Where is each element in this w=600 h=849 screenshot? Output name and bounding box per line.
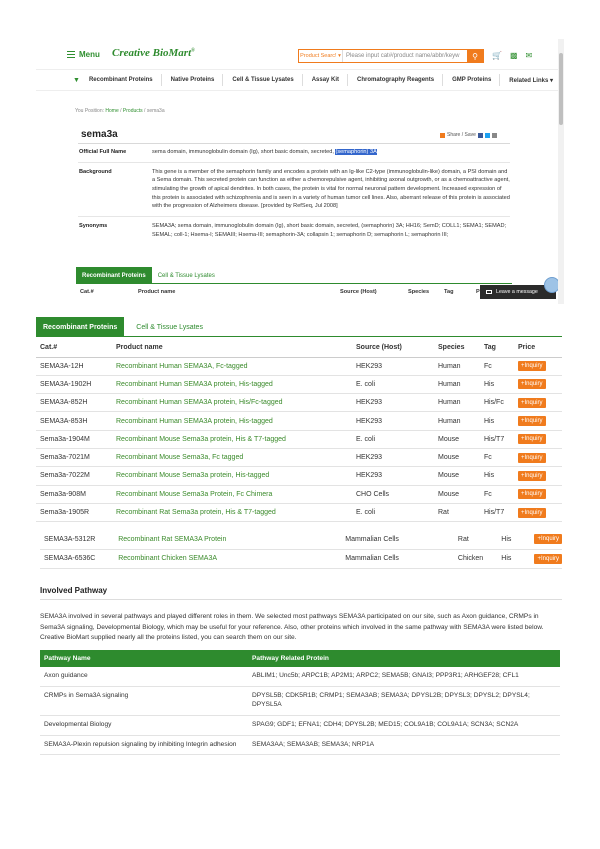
- table-row: [36, 375, 562, 393]
- mini-table-header: [76, 285, 512, 299]
- table-row: [36, 503, 562, 521]
- table-row: [36, 394, 562, 412]
- tab-cell-tissue-lysates[interactable]: Cell & Tissue Lysates: [136, 323, 203, 331]
- inquiry-button[interactable]: +Inquiry: [518, 379, 546, 389]
- gene-info-table: [78, 143, 510, 244]
- scrollbar-thumb[interactable]: [559, 53, 563, 125]
- search-button[interactable]: [467, 50, 483, 62]
- product-name-link[interactable]: Recombinant Human SEMA3A protein, His/Fc-tagged: [112, 394, 352, 412]
- price-cell: [514, 357, 562, 375]
- breadcrumb-sep: /: [144, 108, 146, 114]
- breadcrumb-products[interactable]: Products: [122, 108, 143, 114]
- col-pathway-name: Pathway Name: [40, 650, 248, 667]
- inquiry-button[interactable]: +Inquiry: [518, 361, 546, 371]
- tag: His/Fc: [480, 394, 514, 412]
- inquiry-button[interactable]: +Inquiry: [518, 416, 546, 426]
- main-nav: [36, 69, 558, 91]
- table-row: [36, 485, 562, 503]
- pathway-name: SEMA3A-Plexin repulsion signaling by inhibiting Integrin adhesion: [40, 735, 248, 755]
- pathway-row: [40, 715, 560, 735]
- product-name-link[interactable]: Recombinant Chicken SEMA3A: [114, 549, 341, 568]
- species: Human: [434, 357, 480, 375]
- source-host: Mammalian Cells: [341, 549, 454, 568]
- price-cell: [514, 467, 562, 485]
- twitter-icon[interactable]: [485, 133, 490, 138]
- source-host: E. coli: [352, 503, 434, 521]
- site-logo[interactable]: [112, 47, 195, 59]
- price-cell: [530, 530, 562, 549]
- inquiry-button[interactable]: +Inquiry: [518, 453, 546, 463]
- species: Rat: [454, 530, 497, 549]
- table-row: [36, 357, 562, 375]
- cat-number: SEMA3A-6536C: [40, 549, 114, 568]
- price-cell: [514, 430, 562, 448]
- species: Mouse: [434, 467, 480, 485]
- col-product-name: Product name: [112, 338, 352, 357]
- breadcrumb-prefix: You Position:: [75, 108, 105, 114]
- breadcrumb-current: sema3a: [146, 108, 165, 114]
- nav-divider: [302, 74, 303, 86]
- price-cell: [530, 549, 562, 568]
- col-source: Source (Host): [340, 289, 377, 295]
- inquiry-button[interactable]: +Inquiry: [534, 554, 562, 564]
- site-header: [36, 39, 558, 69]
- briefcase-icon[interactable]: ▩: [509, 51, 518, 60]
- price-cell: [514, 503, 562, 521]
- tab-recombinant-proteins[interactable]: Recombinant Proteins: [36, 317, 124, 337]
- product-name-link[interactable]: Recombinant Mouse Sema3a, Fc tagged: [112, 448, 352, 466]
- nav-cell-tissue-lysates[interactable]: Cell & Tissue Lysates: [232, 77, 294, 83]
- info-label: Synonyms: [79, 222, 108, 229]
- filter-icon[interactable]: ▼: [73, 76, 80, 84]
- col-tag: Tag: [444, 289, 454, 295]
- nav-native-proteins[interactable]: Native Proteins: [170, 77, 215, 83]
- nav-divider: [161, 74, 162, 86]
- source-host: HEK293: [352, 394, 434, 412]
- tag: His: [497, 530, 530, 549]
- species: Human: [434, 375, 480, 393]
- mini-product-tabs: [76, 264, 512, 284]
- nav-divider: [499, 74, 500, 86]
- product-name-link[interactable]: Recombinant Human SEMA3A protein, His-tagged: [112, 412, 352, 430]
- source-host: CHO Cells: [352, 485, 434, 503]
- pathway-table: [40, 650, 560, 755]
- info-value: [152, 143, 510, 162]
- col-price: Price: [514, 338, 562, 357]
- cart-icon[interactable]: 🛒: [492, 51, 502, 60]
- table-header-row: [40, 650, 560, 667]
- species: Mouse: [434, 448, 480, 466]
- pathway-title: Involved Pathway: [40, 586, 108, 595]
- info-label: Official Full Name: [79, 149, 127, 155]
- price-cell: [514, 394, 562, 412]
- nav-divider: [347, 74, 348, 86]
- breadcrumb-home[interactable]: Home: [105, 108, 119, 114]
- product-name-link[interactable]: Recombinant Human SEMA3A, Fc-tagged: [112, 357, 352, 375]
- col-source: Source (Host): [352, 338, 434, 357]
- source-host: E. coli: [352, 430, 434, 448]
- product-name-link[interactable]: Recombinant Rat SEMA3A Protein: [114, 530, 341, 549]
- nav-assay-kit[interactable]: Assay Kit: [311, 77, 340, 83]
- tag: Fc: [480, 485, 514, 503]
- more-share-icon[interactable]: [492, 133, 497, 138]
- share-label: Share / Save: [447, 132, 476, 138]
- col-product-name: Product name: [138, 289, 176, 295]
- price-cell: [514, 485, 562, 503]
- cat-number: SEMA3A-12H: [36, 357, 112, 375]
- price-cell: [514, 412, 562, 430]
- pathway-proteins: SPAG9; GDF1; EFNA1; CDH4; DPYSL2B; MED15; COL9A1B; COL9A1A; SCN3A; SCN2A: [248, 715, 560, 735]
- logo-mark: ®: [191, 48, 195, 54]
- species: Rat: [434, 503, 480, 521]
- pathway-proteins: SEMA3AA; SEMA3AB; SEMA3A; NRP1A: [248, 735, 560, 755]
- col-cat: Cat.#: [36, 338, 112, 357]
- tag: His: [480, 375, 514, 393]
- nav-gmp-proteins[interactable]: GMP Proteins: [452, 77, 492, 83]
- breadcrumb-sep: /: [120, 108, 122, 114]
- tag: His: [497, 549, 530, 568]
- info-value: SEMA3A; sema domain, immunoglobulin domain (Ig), short basic domain, secreted, (semaphorin) 3A; HH16; SemD; COLL1; SEMA1; SEMAD; SEMAL; coll-1; Hsema-I; SEMAIII; Hsema-III; semaphorin-3A; collapsin 1; semaphorin D; semaphorin L; semaphorin III;: [152, 222, 507, 238]
- tag: Fc: [480, 448, 514, 466]
- col-species: Species: [434, 338, 480, 357]
- source-host: E. coli: [352, 375, 434, 393]
- inquiry-button[interactable]: +Inquiry: [534, 534, 562, 544]
- scrollbar[interactable]: [558, 39, 564, 304]
- search-category-select[interactable]: Product Searc! ▾: [299, 50, 343, 62]
- inquiry-button[interactable]: +Inquiry: [518, 508, 546, 518]
- nav-recombinant-proteins[interactable]: Recombinant Proteins: [88, 77, 153, 83]
- envelope-icon: [486, 290, 492, 294]
- tag: His: [480, 467, 514, 485]
- divider: [40, 599, 562, 600]
- table-row: [36, 430, 562, 448]
- tab-recombinant-proteins[interactable]: Recombinant Proteins: [76, 267, 152, 284]
- nav-chromatography-reagents[interactable]: Chromatography Reagents: [357, 77, 435, 83]
- tag: His: [480, 412, 514, 430]
- table-header-row: [36, 338, 562, 357]
- mail-icon[interactable]: ✉: [525, 51, 533, 60]
- pathway-row: [40, 686, 560, 715]
- table-row: [40, 530, 562, 549]
- nav-divider: [442, 74, 443, 86]
- selected-text-highlight: (semaphorin) 3A: [335, 149, 377, 155]
- pathway-proteins: DPYSL5B; CDK5R1B; CRMP1; SEMA3AB; SEMA3A; DPYSL2B; DPYSL3; DPYSL2; DPYSL4; DPYSL5A: [248, 686, 560, 715]
- cat-number: SEMA3A-852H: [36, 394, 112, 412]
- tab-cell-tissue-lysates[interactable]: Cell & Tissue Lysates: [157, 272, 215, 279]
- product-name-link[interactable]: Recombinant Mouse Sema3a protein, His & T7-tagged: [112, 430, 352, 448]
- source-host: HEK293: [352, 467, 434, 485]
- species: Mouse: [434, 485, 480, 503]
- inquiry-button[interactable]: +Inquiry: [518, 489, 546, 499]
- info-value: This gene is a member of the semaphorin family and encodes a protein with an Ig-like C2-type (immunoglobulin-like) domain, a PSI domain and a Sema domain. This secreted protein can function as either a chemorepulsive agent, inhibiting axonal outgrowth, or as a chemoattractive agent, stimulating the growth of apical dendrites. In both cases, the protein is vital for normal neuronal pattern development. Increased expression of this protein is associated with schizophrenia and is seen in a variety of human tumor cell lines. Also, aberrant release of this protein is associated with the progression of Alzheimers disease. [provided by RefSeq, Jul 2008]: [152, 168, 510, 210]
- tag: His/T7: [480, 430, 514, 448]
- share-icon: [440, 133, 445, 138]
- col-tag: Tag: [480, 338, 514, 357]
- product-name-link[interactable]: Recombinant Rat Sema3a protein, His & T7-tagged: [112, 503, 352, 521]
- table-row: [36, 448, 562, 466]
- menu-button[interactable]: [67, 50, 100, 59]
- cat-number: Sema3a-1905R: [36, 503, 112, 521]
- pathway-name: Axon guidance: [40, 667, 248, 686]
- nav-divider: [222, 74, 223, 86]
- tag: His/T7: [480, 503, 514, 521]
- source-host: Mammalian Cells: [341, 530, 454, 549]
- col-species: Species: [408, 289, 430, 295]
- pathway-proteins: ABLIM1; Unc5b; ARPC1B; AP2M1; ARPC2; SEMA5B; GNAI3; PPP3R1; ARHGEF28; CFL1: [248, 667, 560, 686]
- source-host: HEK293: [352, 412, 434, 430]
- search-input[interactable]: Please input cat#/product name/abbr/keyw: [346, 53, 460, 59]
- info-row-background: [78, 163, 510, 217]
- nav-related-links[interactable]: Related Links ▾: [509, 77, 553, 84]
- cat-number: SEMA3A-853H: [36, 412, 112, 430]
- products-table-extra: [40, 530, 562, 569]
- species: Human: [434, 412, 480, 430]
- header-icons: [492, 51, 532, 60]
- share-widget[interactable]: [440, 132, 497, 138]
- price-cell: [514, 448, 562, 466]
- inquiry-button[interactable]: +Inquiry: [518, 434, 546, 444]
- hamburger-icon: [67, 51, 75, 58]
- product-name-link[interactable]: Recombinant Mouse Sema3a protein, His-tagged: [112, 467, 352, 485]
- table-row: [36, 467, 562, 485]
- chat-label: Leave a message: [496, 289, 538, 295]
- embedded-page-screenshot: [36, 39, 564, 304]
- inquiry-button[interactable]: +Inquiry: [518, 398, 546, 408]
- info-row-synonyms: [78, 217, 510, 244]
- inquiry-button[interactable]: +Inquiry: [518, 471, 546, 481]
- pathway-description: SEMA3A involved in several pathways and played different roles in them. We selected most pathways SEMA3A participated on our site, such as Axon guidance, CRMPs in Sema3A signaling, Developmental Biology, which may be useful for your reference. Also, other proteins which involved in the same pathway with SEMA3A were listed below. Creative BioMart supplied nearly all the proteins listed, you can search them on our site.: [40, 613, 544, 642]
- table-row: [40, 549, 562, 568]
- table-row: [36, 412, 562, 430]
- source-host: HEK293: [352, 357, 434, 375]
- price-cell: [514, 375, 562, 393]
- search-bar: [298, 49, 484, 63]
- search-icon: ⚲: [472, 51, 478, 61]
- products-table: [36, 338, 562, 522]
- product-name-link[interactable]: Recombinant Human SEMA3A protein, His-tagged: [112, 375, 352, 393]
- pathway-name: Developmental Biology: [40, 715, 248, 735]
- info-label: Background: [79, 168, 112, 175]
- col-price: P: [476, 289, 480, 295]
- cat-number: Sema3a-7021M: [36, 448, 112, 466]
- cat-number: Sema3a-908M: [36, 485, 112, 503]
- product-tabs: [36, 317, 562, 337]
- cat-number: SEMA3A-5312R: [40, 530, 114, 549]
- facebook-icon[interactable]: [478, 133, 483, 138]
- pathway-row: [40, 735, 560, 755]
- product-name-link[interactable]: Recombinant Mouse Sema3a Protein, Fc Chimera: [112, 485, 352, 503]
- species: Human: [434, 394, 480, 412]
- cat-number: Sema3a-1904M: [36, 430, 112, 448]
- cat-number: Sema3a-7022M: [36, 467, 112, 485]
- source-host: HEK293: [352, 448, 434, 466]
- cat-number: SEMA3A-1902H: [36, 375, 112, 393]
- species: Mouse: [434, 430, 480, 448]
- menu-label: Menu: [79, 50, 100, 59]
- pathway-row: [40, 667, 560, 686]
- page-title: sema3a: [81, 129, 118, 140]
- tag: Fc: [480, 357, 514, 375]
- col-pathway-proteins: Pathway Related Protein: [248, 650, 560, 667]
- breadcrumb: [75, 108, 165, 114]
- col-cat: Cat.#: [80, 289, 94, 295]
- full-name-text: sema domain, immunoglobulin domain (Ig), short basic domain, secreted,: [152, 149, 334, 155]
- info-row-full-name: [78, 143, 510, 163]
- species: Chicken: [454, 549, 497, 568]
- pathway-name: CRMPs in Sema3A signaling: [40, 686, 248, 715]
- logo-text: Creative BioMart: [112, 47, 192, 59]
